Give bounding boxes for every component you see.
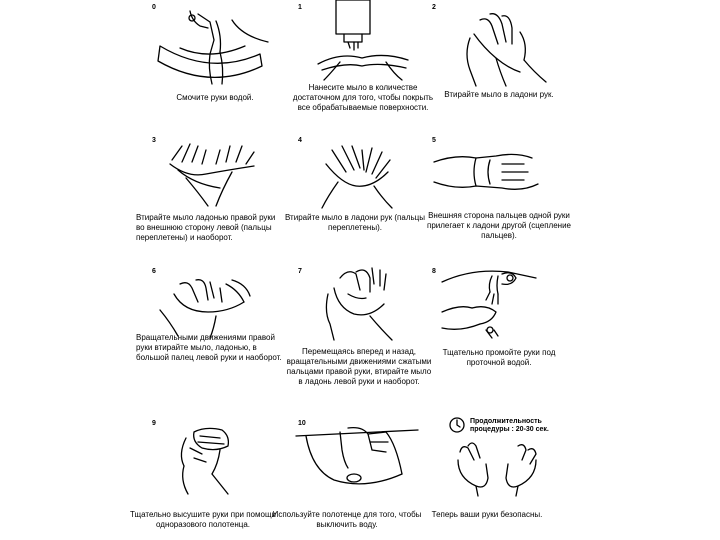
step-caption: Втирайте мыло ладонью правой руки во внешнюю сторону левой (пальцы переплетены) и наоборот. xyxy=(136,213,276,242)
step-caption: Тщательно промойте руки под проточной водой. xyxy=(442,348,556,367)
step-number: 9 xyxy=(152,420,156,427)
clock-icon xyxy=(448,416,466,434)
step-number: 8 xyxy=(432,268,436,275)
soap-dispenser-illustration xyxy=(310,0,420,80)
interlaced-fingers-illustration xyxy=(312,142,402,208)
step-caption: Теперь ваши руки безопасны. xyxy=(431,510,543,519)
step-number: 1 xyxy=(298,4,302,11)
step-caption: Смочите руки водой. xyxy=(176,93,254,102)
step-number: 6 xyxy=(152,268,156,275)
dry-hands-illustration xyxy=(150,424,260,496)
rub-palms-illustration xyxy=(450,8,550,88)
step-number: 10 xyxy=(298,420,306,427)
thumb-rotation-illustration xyxy=(150,276,260,340)
step-number: 2 xyxy=(432,4,436,11)
turn-off-tap-illustration xyxy=(292,420,422,500)
timer-line-2: процедуры : 20-30 сек. xyxy=(470,426,549,433)
clean-hands-illustration xyxy=(452,438,542,498)
step-caption: Втирайте мыло в ладони рук. xyxy=(444,90,554,99)
wet-hands-illustration xyxy=(150,6,280,86)
step-caption: Внешняя сторона пальцев одной руки прилегает к ладони другой (сцепление пальцев). xyxy=(427,211,571,240)
step-caption: Нанесите мыло в количестве достаточном для того, чтобы покрыть все обрабатываемые поверхности. xyxy=(292,83,434,112)
rinse-hands-illustration xyxy=(432,264,552,342)
step-number: 5 xyxy=(432,137,436,144)
fingertips-rotation-illustration xyxy=(314,264,404,342)
step-number: 3 xyxy=(152,137,156,144)
step-caption: Используйте полотенце для того, чтобы выключить воду. xyxy=(272,510,422,529)
step-caption: Тщательно высушите руки при помощи одноразового полотенца. xyxy=(129,510,276,529)
step-caption: Вращательными движениями правой руки втирайте мыло, ладонью, в большой палец левой руки и наоборот. xyxy=(136,333,282,362)
step-number: 4 xyxy=(298,137,302,144)
step-caption: Втирайте мыло в ладони рук (пальцы переплетены). xyxy=(284,213,425,232)
step-number: 7 xyxy=(298,268,302,275)
step-caption: Перемещаясь вперед и назад, вращательными движениями сжатыми пальцами правой руки, втирайте мыло в ладонь левой руки и наоборот. xyxy=(286,347,432,386)
back-of-hand-illustration xyxy=(158,140,268,208)
interlocked-fingers-illustration xyxy=(432,148,552,198)
step-number: 0 xyxy=(152,4,156,11)
timer-line-1: Продолжительность xyxy=(470,418,542,425)
